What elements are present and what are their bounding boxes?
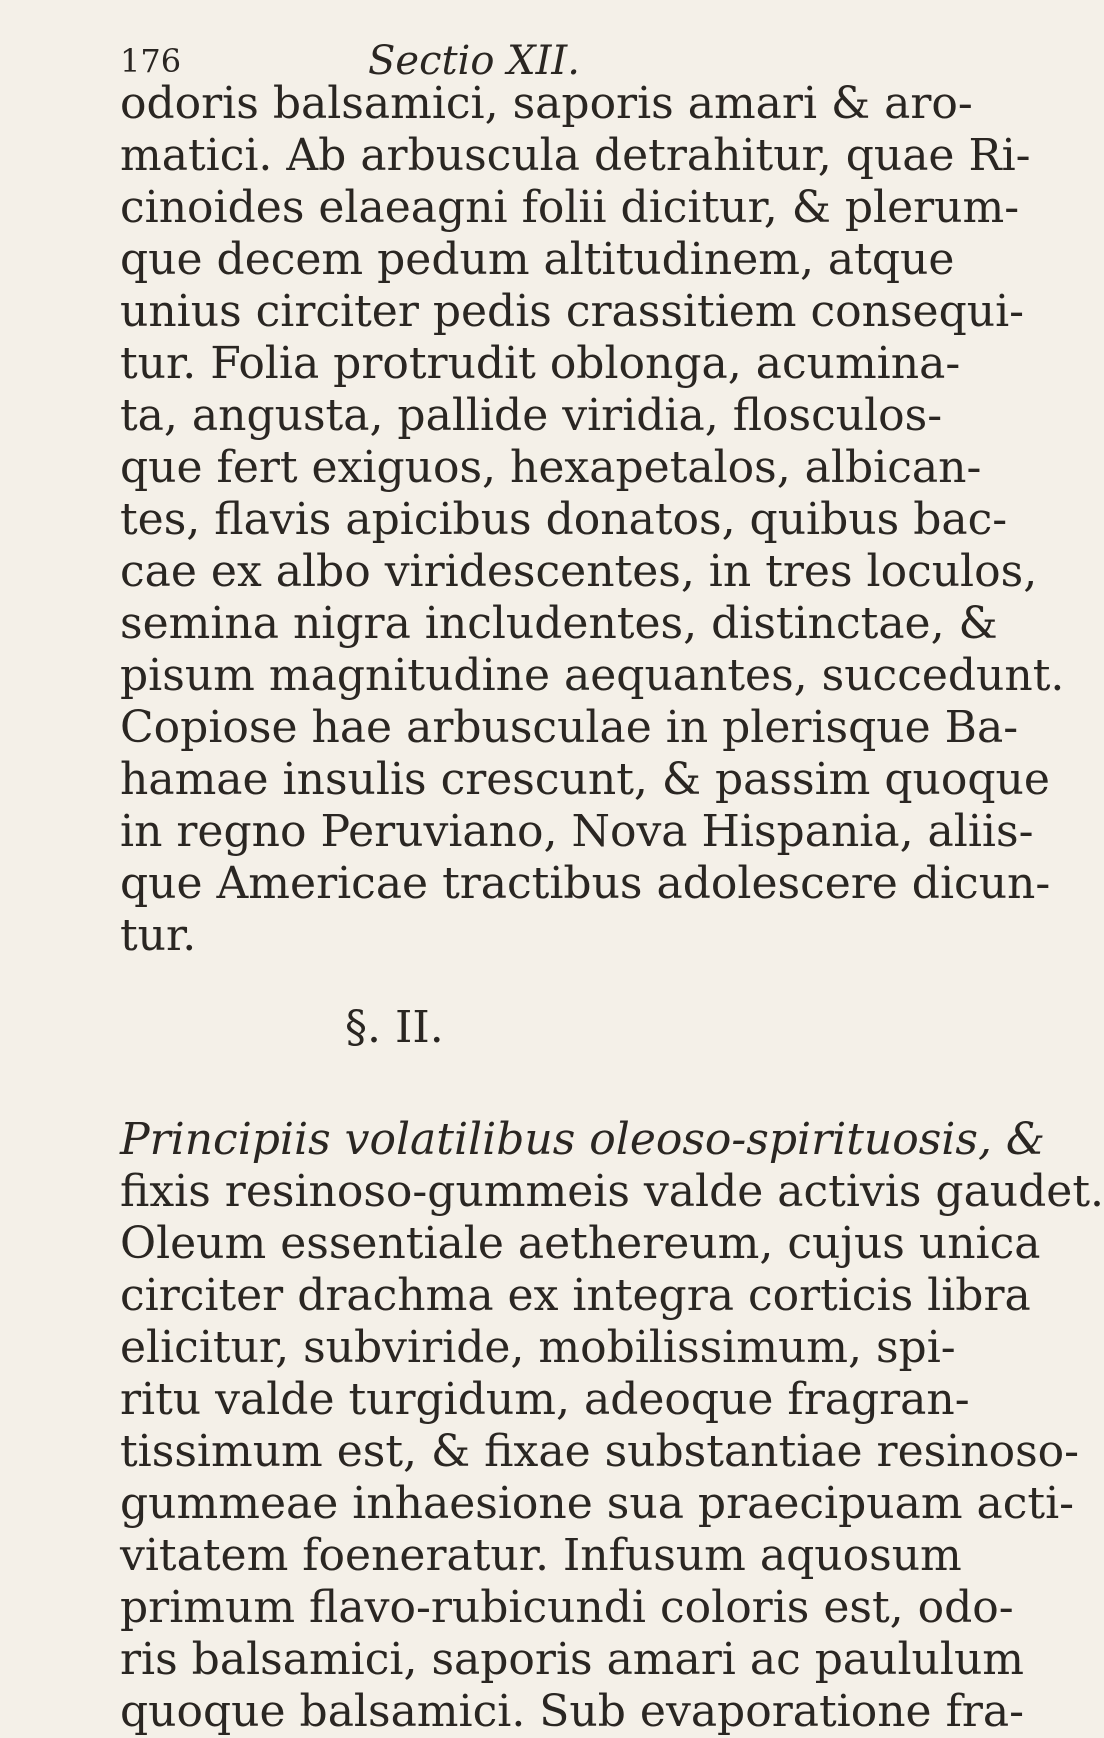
- text-line: tur.: [120, 910, 197, 961]
- text-line: vitatem foeneratur. Infusum aquosum: [120, 1530, 962, 1581]
- text-line: ta, angusta, pallide viridia, flosculos-: [120, 390, 943, 441]
- text-line: que decem pedum altitudinem, atque: [120, 234, 955, 285]
- text-line: elicitur, subviride, mobilissimum, spi-: [120, 1322, 956, 1373]
- text-line: Copiose hae arbusculae in plerisque Ba-: [120, 702, 1019, 753]
- text-body: [120, 78, 1104, 1738]
- text-line: cae ex albo viridescentes, in tres loculos,: [120, 546, 1038, 597]
- text-line: Oleum essentiale aethereum, cujus unica: [120, 1218, 1041, 1269]
- text-line: matici. Ab arbuscula detrahitur, quae Ri-: [120, 130, 1031, 181]
- text-line: fixis resinoso-gummeis valde activis gaudet.: [120, 1166, 1104, 1217]
- text-line: cinoides elaeagni folii dicitur, & plerum-: [120, 182, 1020, 233]
- text-line: que fert exiguos, hexapetalos, albican-: [120, 442, 982, 493]
- text-line: hamae insulis crescunt, & passim quoque: [120, 754, 1050, 805]
- text-line: pisum magnitudine aequantes, succedunt.: [120, 650, 1065, 701]
- text-line: gummeae inhaesione sua praecipuam acti-: [120, 1478, 1075, 1529]
- text-line: que Americae tractibus adolescere dicun-: [120, 858, 1051, 909]
- text-line: quoque balsamici. Sub evaporatione fra-: [120, 1686, 1024, 1737]
- text-line: circiter drachma ex integra corticis libra: [120, 1270, 1031, 1321]
- text-line: tissimum est, & fixae substantiae resinoso-: [120, 1426, 1080, 1477]
- running-head: Sectio XII.: [368, 38, 580, 84]
- text-line: Principiis volatilibus oleoso-spirituosis, &: [120, 1114, 1046, 1165]
- text-line: primum flavo-rubicundi coloris est, odo-: [120, 1582, 1014, 1633]
- text-line: semina nigra includentes, distinctae, &: [120, 598, 998, 649]
- text-line: tur. Folia protrudit oblonga, acumina-: [120, 338, 961, 389]
- page-number: 176: [120, 42, 182, 80]
- text-line: in regno Peruviano, Nova Hispania, aliis-: [120, 806, 1034, 857]
- text-line: ris balsamici, saporis amari ac paululum: [120, 1634, 1024, 1685]
- text-line: odoris balsamici, saporis amari & aro-: [120, 78, 973, 129]
- section-heading: §. II.: [345, 1002, 444, 1053]
- text-line: ritu valde turgidum, adeoque fragran-: [120, 1374, 970, 1425]
- text-line: tes, flavis apicibus donatos, quibus bac-: [120, 494, 1008, 545]
- text-line: unius circiter pedis crassitiem consequi-: [120, 286, 1025, 337]
